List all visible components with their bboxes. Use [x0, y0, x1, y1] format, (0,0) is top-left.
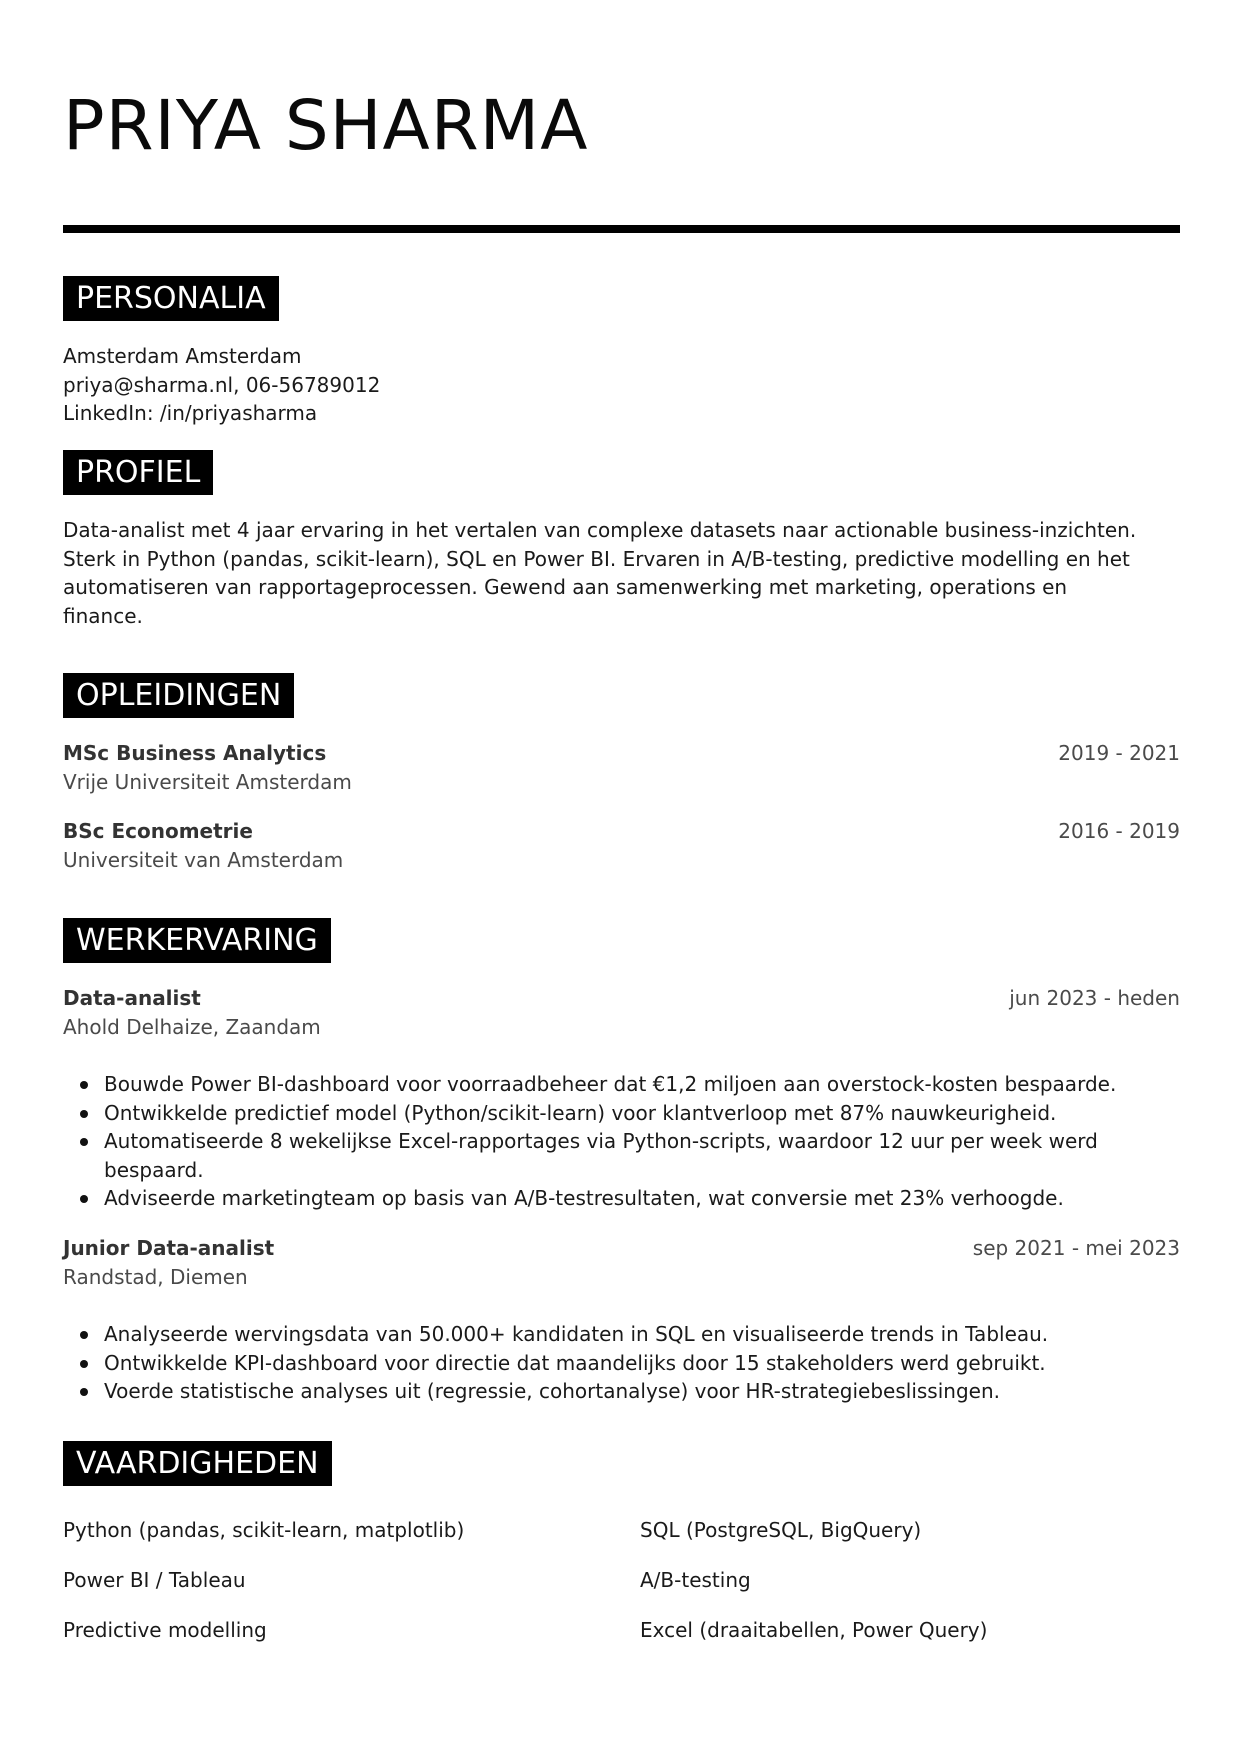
job-bullets: [63, 1320, 1180, 1406]
section-heading-opleidingen: OPLEIDINGEN: [63, 673, 294, 718]
education-institution: Vrije Universiteit Amsterdam: [63, 770, 352, 794]
job-bullet: [104, 1070, 1180, 1099]
skill-item: SQL (PostgreSQL, BigQuery): [640, 1518, 922, 1542]
education-entry: [63, 739, 1180, 797]
bullet-text: Analyseerde wervingsdata van 50.000+ kandidaten in SQL en visualiseerde trends in Tableau.: [104, 1322, 1049, 1346]
education-date: 2019 - 2021: [1058, 741, 1180, 765]
job-company: Ahold Delhaize, Zaandam: [63, 1015, 321, 1039]
skill-item: Excel (draaitabellen, Power Query): [640, 1618, 988, 1642]
bullet-text: Voerde statistische analyses uit (regressie, cohortanalyse) voor HR-strategiebeslissingen.: [104, 1379, 1000, 1404]
job-bullet: [104, 1184, 1180, 1213]
personalia-contact: priya@sharma.nl, 06-56789012: [63, 372, 381, 397]
bullet-text: bespaard.: [104, 1157, 204, 1182]
skill-item: Predictive modelling: [63, 1618, 267, 1642]
education-degree: BSc Econometrie: [63, 819, 253, 843]
skill-item: A/B-testing: [640, 1568, 751, 1592]
bullet-text: Bouwde Power BI-dashboard voor voorraadbeheer dat €1,2 miljoen aan overstock-kosten bespaarde.: [104, 1072, 1117, 1096]
job-bullet: [104, 1320, 1180, 1349]
profiel-line: Sterk in Python (pandas, scikit-learn), SQL en Power BI. Ervaren in A/B-testing, predictive modelling en het: [63, 546, 1130, 571]
education-institution: Universiteit van Amsterdam: [63, 848, 344, 872]
job-bullet: [104, 1377, 1180, 1406]
bullet-text: Adviseerde marketingteam op basis van A/B-testresultaten, wat conversie met 23% verhoogde.: [104, 1186, 1064, 1211]
personalia-address: Amsterdam Amsterdam: [63, 344, 302, 368]
job-bullets: [63, 1070, 1180, 1213]
section-heading-vaardigheden: VAARDIGHEDEN: [63, 1441, 332, 1486]
profiel-line: finance.: [63, 603, 143, 628]
job-date: jun 2023 - heden: [1009, 986, 1180, 1010]
education-degree: MSc Business Analytics: [63, 741, 327, 765]
header-divider: [63, 225, 1180, 233]
section-heading-personalia: PERSONALIA: [63, 276, 279, 321]
job-title: Junior Data-analist: [63, 1236, 275, 1260]
personalia-linkedin: LinkedIn: /in/priyasharma: [63, 401, 318, 426]
personalia-block: [63, 342, 1180, 428]
job-title: Data-analist: [63, 986, 201, 1010]
bullet-text: Ontwikkelde predictief model (Python/scikit-learn) voor klantverloop met 87% nauwkeurigheid.: [104, 1100, 1057, 1125]
skill-item: Python (pandas, scikit-learn, matplotlib): [63, 1518, 465, 1542]
profiel-line: automatiseren van rapportageprocessen. Gewend aan samenwerking met marketing, operations en: [63, 575, 1068, 600]
job-date: sep 2021 - mei 2023: [972, 1236, 1180, 1260]
job-entry: [63, 984, 1180, 1042]
section-heading-werkervaring: WERKERVARING: [63, 918, 331, 963]
job-bullet: [104, 1349, 1180, 1378]
bullet-text: Automatiseerde 8 wekelijkse Excel-rapportages via Python-scripts, waardoor 12 uur per week werd: [104, 1129, 1098, 1154]
job-bullet: [104, 1099, 1180, 1128]
job-bullet: [104, 1127, 1180, 1184]
profiel-line: Data-analist met 4 jaar ervaring in het vertalen van complexe datasets naar actionable business-inzichten.: [63, 518, 1137, 542]
candidate-name: PRIYA SHARMA: [63, 86, 589, 166]
job-company: Randstad, Diemen: [63, 1265, 248, 1289]
skill-item: Power BI / Tableau: [63, 1568, 246, 1592]
section-heading-profiel: PROFIEL: [63, 450, 213, 495]
education-entry: [63, 817, 1180, 875]
job-entry: [63, 1234, 1180, 1292]
profiel-text: [63, 516, 1180, 630]
bullet-text: Ontwikkelde KPI-dashboard voor directie dat maandelijks door 15 stakeholders werd gebruikt.: [104, 1350, 1046, 1375]
education-date: 2016 - 2019: [1058, 819, 1180, 843]
